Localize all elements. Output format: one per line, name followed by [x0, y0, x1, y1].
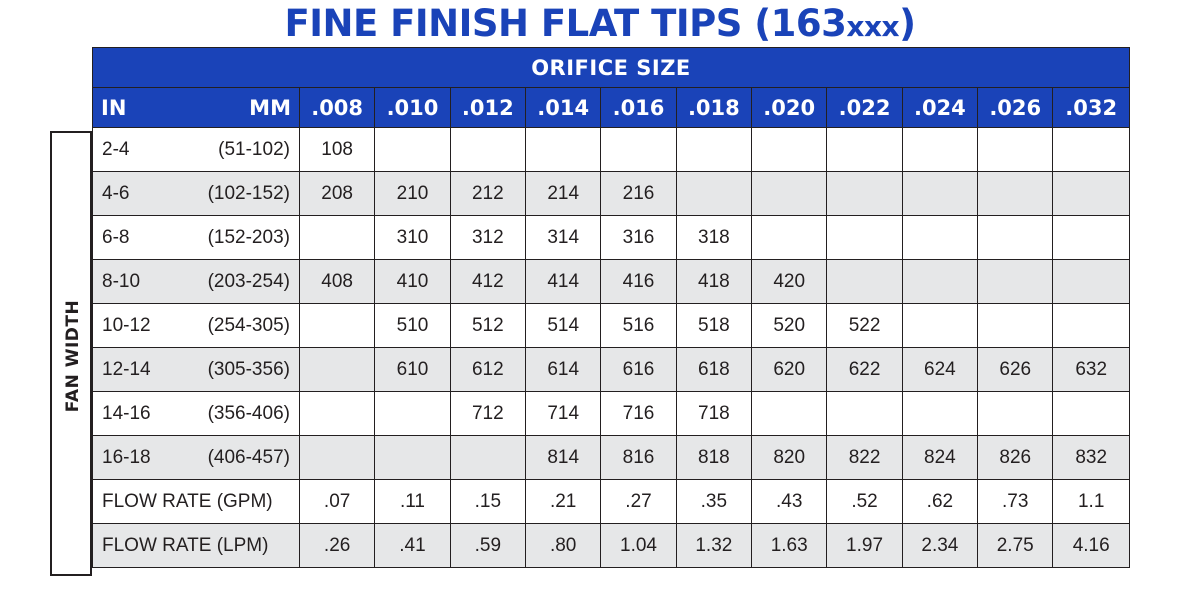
tip-number-cell: [827, 172, 902, 216]
table-row: [93, 260, 1130, 304]
tip-number-cell: [978, 392, 1053, 436]
flow-rate-cell: .73: [978, 480, 1053, 524]
tip-number-cell: 420: [752, 260, 827, 304]
tip-number-cell: [676, 128, 751, 172]
tip-number-cell: 632: [1053, 348, 1130, 392]
fan-width-inches: 6-8: [102, 226, 130, 248]
orifice-size-header: .032: [1053, 88, 1130, 128]
tip-number-cell: 824: [902, 436, 977, 480]
tip-number-cell: [902, 172, 977, 216]
fan-width-mm: (152-203): [207, 226, 290, 248]
tip-number-cell: 210: [375, 172, 450, 216]
tip-number-cell: 408: [299, 260, 374, 304]
page-title: [0, 2, 1200, 45]
tip-number-cell: 714: [526, 392, 601, 436]
flow-rate-cell: .07: [299, 480, 374, 524]
flow-rate-cell: 1.04: [601, 524, 676, 568]
fan-width-axis-box: [50, 131, 92, 576]
tip-number-cell: 832: [1053, 436, 1130, 480]
tip-number-cell: 612: [450, 348, 525, 392]
column-header-row: [93, 88, 1130, 128]
tip-number-cell: [1053, 392, 1130, 436]
tip-number-cell: 512: [450, 304, 525, 348]
flow-rate-cell: .43: [752, 480, 827, 524]
fan-width-inches: 14-16: [102, 402, 151, 424]
tip-number-cell: 820: [752, 436, 827, 480]
flow-rate-cell: .27: [601, 480, 676, 524]
fan-width-mm: (254-305): [207, 314, 290, 336]
fan-width-inches: 10-12: [102, 314, 151, 336]
flow-rate-cell: .21: [526, 480, 601, 524]
fan-width-mm: (356-406): [207, 402, 290, 424]
tip-number-cell: [1053, 128, 1130, 172]
tip-number-cell: 410: [375, 260, 450, 304]
fan-width-inches: 8-10: [102, 270, 141, 292]
flow-rate-label: FLOW RATE (LPM): [93, 524, 300, 568]
tip-number-cell: [299, 216, 374, 260]
flow-rate-cell: 2.34: [902, 524, 977, 568]
tip-number-cell: [299, 348, 374, 392]
flow-rate-cell: 4.16: [1053, 524, 1130, 568]
orifice-size-banner: ORIFICE SIZE: [93, 48, 1130, 88]
tip-number-cell: [375, 436, 450, 480]
orifice-size-header: .018: [676, 88, 751, 128]
fan-width-mm: (203-254): [207, 270, 290, 292]
tip-number-cell: [526, 128, 601, 172]
tip-number-cell: 212: [450, 172, 525, 216]
tip-number-cell: [299, 436, 374, 480]
tip-number-cell: 718: [676, 392, 751, 436]
tip-number-cell: 620: [752, 348, 827, 392]
tip-number-cell: [978, 260, 1053, 304]
tip-number-cell: 616: [601, 348, 676, 392]
tip-number-cell: 716: [601, 392, 676, 436]
flow-rate-cell: .41: [375, 524, 450, 568]
flow-rate-cell: 2.75: [978, 524, 1053, 568]
fan-width-range-cell: [93, 172, 300, 216]
flow-rate-row: [93, 480, 1130, 524]
tip-number-cell: [902, 216, 977, 260]
fan-width-label-text: FAN WIDTH: [63, 299, 84, 412]
tip-number-cell: [752, 172, 827, 216]
orifice-size-header: .024: [902, 88, 977, 128]
tip-number-cell: [375, 392, 450, 436]
orifice-size-header: .020: [752, 88, 827, 128]
flow-rate-row: [93, 524, 1130, 568]
orifice-size-table-wrap: [92, 47, 1130, 568]
tip-number-cell: [827, 260, 902, 304]
tip-number-cell: 618: [676, 348, 751, 392]
tip-number-cell: 520: [752, 304, 827, 348]
tip-number-cell: [827, 392, 902, 436]
fan-width-range-cell: [93, 392, 300, 436]
table-row: [93, 172, 1130, 216]
table-row: [93, 348, 1130, 392]
tip-number-cell: 826: [978, 436, 1053, 480]
orifice-size-banner-row: [93, 48, 1130, 88]
header-mm: MM: [249, 95, 291, 120]
flow-rate-cell: .35: [676, 480, 751, 524]
fan-width-range-cell: [93, 260, 300, 304]
tip-number-cell: [902, 260, 977, 304]
tip-number-cell: [1053, 172, 1130, 216]
flow-rate-cell: .52: [827, 480, 902, 524]
tip-number-cell: 108: [299, 128, 374, 172]
tip-number-cell: [752, 128, 827, 172]
tip-number-cell: 818: [676, 436, 751, 480]
tip-number-cell: 216: [601, 172, 676, 216]
tip-number-cell: [902, 304, 977, 348]
page-title-main: FINE FINISH FLAT TIPS (163: [284, 2, 847, 45]
tip-number-cell: [299, 392, 374, 436]
tip-number-cell: 208: [299, 172, 374, 216]
tip-number-cell: 214: [526, 172, 601, 216]
tip-number-cell: 522: [827, 304, 902, 348]
tip-number-cell: 414: [526, 260, 601, 304]
table-row: [93, 216, 1130, 260]
fan-width-inches: 12-14: [102, 358, 151, 380]
table-row: [93, 128, 1130, 172]
flow-rate-cell: 1.63: [752, 524, 827, 568]
tip-number-cell: [299, 304, 374, 348]
flow-rate-cell: 1.32: [676, 524, 751, 568]
tip-number-cell: 518: [676, 304, 751, 348]
tip-number-cell: [1053, 216, 1130, 260]
tip-number-cell: [450, 436, 525, 480]
fan-width-units-header: [93, 88, 300, 128]
fan-width-inches: 4-6: [102, 182, 130, 204]
tip-number-cell: 516: [601, 304, 676, 348]
fan-width-inches: 16-18: [102, 446, 151, 468]
fan-width-label: [52, 133, 94, 578]
flow-rate-cell: .80: [526, 524, 601, 568]
fan-width-mm: (51-102): [218, 138, 290, 160]
tip-number-cell: [978, 216, 1053, 260]
tip-number-cell: 624: [902, 348, 977, 392]
fan-width-range-cell: [93, 216, 300, 260]
tip-number-cell: 622: [827, 348, 902, 392]
flow-rate-cell: 1.97: [827, 524, 902, 568]
page-title-close: ): [899, 2, 916, 45]
tip-number-cell: 312: [450, 216, 525, 260]
tip-number-cell: 822: [827, 436, 902, 480]
tip-number-cell: 418: [676, 260, 751, 304]
fan-width-range-cell: [93, 128, 300, 172]
tip-number-cell: [676, 172, 751, 216]
tip-number-cell: [1053, 304, 1130, 348]
flow-rate-cell: .26: [299, 524, 374, 568]
fan-width-mm: (102-152): [207, 182, 290, 204]
flow-rate-cell: .15: [450, 480, 525, 524]
tip-number-cell: 318: [676, 216, 751, 260]
tip-number-cell: [601, 128, 676, 172]
flow-rate-cell: .59: [450, 524, 525, 568]
tip-number-cell: [902, 128, 977, 172]
tip-number-cell: [827, 216, 902, 260]
orifice-size-header: .010: [375, 88, 450, 128]
tip-number-cell: [978, 172, 1053, 216]
tip-number-cell: [978, 128, 1053, 172]
tip-number-cell: 510: [375, 304, 450, 348]
tip-number-cell: [978, 304, 1053, 348]
tip-number-cell: 310: [375, 216, 450, 260]
flow-rate-label: FLOW RATE (GPM): [93, 480, 300, 524]
table-row: [93, 392, 1130, 436]
tip-number-cell: 416: [601, 260, 676, 304]
orifice-size-header: .022: [827, 88, 902, 128]
orifice-size-header: .012: [450, 88, 525, 128]
tip-number-cell: 514: [526, 304, 601, 348]
tip-number-cell: 314: [526, 216, 601, 260]
fan-width-mm: (305-356): [207, 358, 290, 380]
flow-rate-cell: .62: [902, 480, 977, 524]
tip-number-cell: 814: [526, 436, 601, 480]
tip-number-cell: [450, 128, 525, 172]
tip-number-cell: 614: [526, 348, 601, 392]
orifice-size-header: .016: [601, 88, 676, 128]
orifice-size-table: [92, 47, 1130, 568]
tip-number-cell: [752, 392, 827, 436]
tip-number-cell: 816: [601, 436, 676, 480]
fan-width-range-cell: [93, 304, 300, 348]
tip-number-cell: [375, 128, 450, 172]
tip-number-cell: [827, 128, 902, 172]
tip-number-cell: 610: [375, 348, 450, 392]
tip-number-cell: 412: [450, 260, 525, 304]
tip-number-cell: [902, 392, 977, 436]
tip-number-cell: 316: [601, 216, 676, 260]
tip-number-cell: 712: [450, 392, 525, 436]
flow-rate-cell: 1.1: [1053, 480, 1130, 524]
table-row: [93, 304, 1130, 348]
tip-number-cell: [752, 216, 827, 260]
flow-rate-cell: .11: [375, 480, 450, 524]
tip-number-cell: 626: [978, 348, 1053, 392]
table-row: [93, 436, 1130, 480]
fan-width-range-cell: [93, 436, 300, 480]
fan-width-inches: 2-4: [102, 138, 130, 160]
fan-width-range-cell: [93, 348, 300, 392]
orifice-size-header: .026: [978, 88, 1053, 128]
header-in: IN: [101, 95, 127, 120]
page-title-suffix: xxx: [846, 10, 900, 43]
tip-number-cell: [1053, 260, 1130, 304]
fan-width-mm: (406-457): [207, 446, 290, 468]
orifice-size-header: .014: [526, 88, 601, 128]
orifice-size-header: .008: [299, 88, 374, 128]
